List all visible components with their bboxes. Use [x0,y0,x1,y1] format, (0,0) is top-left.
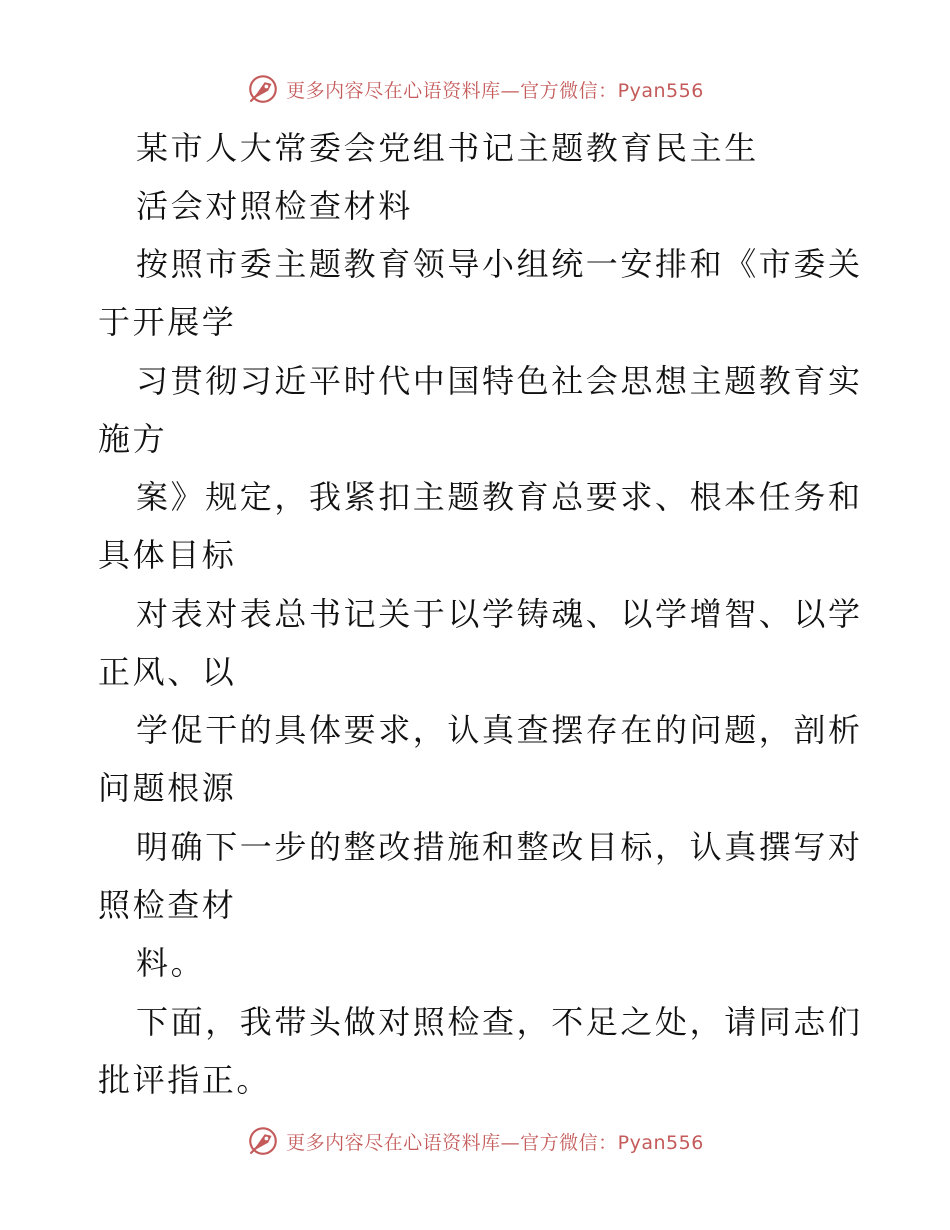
body-line: 具体目标 [98,536,237,574]
watermark-text: 更多内容尽在心语资料库—官方微信：Pyan556 [286,1131,704,1154]
header-watermark [0,72,950,106]
body-line: 料。 [136,944,206,982]
body-line: 正风、以 [98,653,237,691]
body-line: 问题根源 [98,769,237,807]
document-title-line-1: 某市人大常委会党组书记主题教育民主生 [136,129,759,167]
body-line: 照检查材 [98,886,237,924]
body-line: 案》规定，我紧扣主题教育总要求、根本任务和 [136,478,863,516]
body-line: 施方 [98,420,168,458]
body-line: 下面，我带头做对照检查，不足之处，请同志们 [136,1003,863,1041]
watermark-wechat-id: Pyan556 [617,79,704,102]
body-line: 明确下一步的整改措施和整改目标，认真撰写对 [136,828,863,866]
watermark-text: 更多内容尽在心语资料库—官方微信：Pyan556 [286,79,704,102]
body-line: 批评指正。 [98,1061,272,1099]
footer-watermark [0,1124,950,1158]
watermark-wechat-id: Pyan556 [617,1131,704,1154]
body-line: 习贯彻习近平时代中国特色社会思想主题教育实 [136,362,863,400]
body-line: 按照市委主题教育领导小组统一安排和《市委关 [136,245,863,283]
pen-nib-logo-icon [246,72,280,106]
body-line: 对表对表总书记关于以学铸魂、以学增智、以学 [136,595,863,633]
document-title-line-2: 活会对照检查材料 [136,187,413,225]
pen-nib-logo-icon [246,1124,280,1158]
body-line: 学促干的具体要求，认真查摆存在的问题，剖析 [136,711,863,749]
body-line: 于开展学 [98,303,237,341]
